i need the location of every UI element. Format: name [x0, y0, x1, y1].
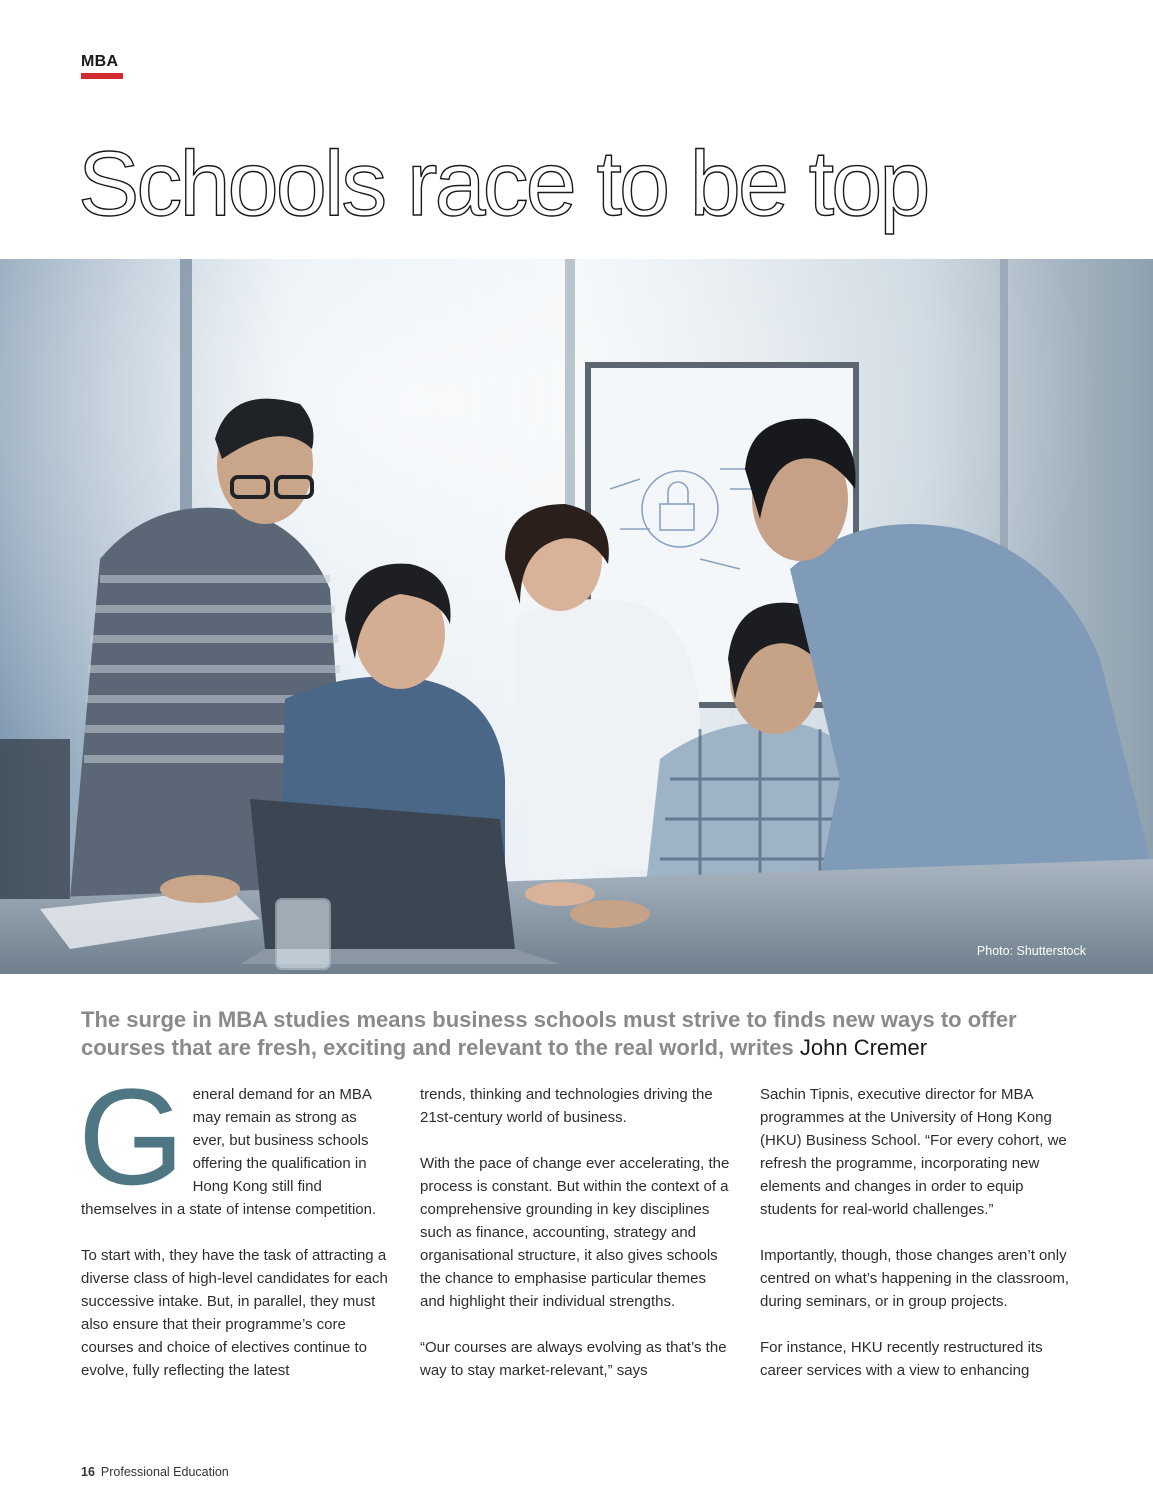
standfirst — [81, 1006, 1081, 1062]
paragraph: Importantly, though, those changes aren’t only centred on what’s happening in the classroom, during seminars, or in group projects. — [760, 1247, 1070, 1310]
page-title: Schools race to be top — [78, 133, 928, 235]
standfirst-text: The surge in MBA studies means business schools must strive to finds new ways to offer courses that are fresh, exciting and relevant to the real world, writes — [81, 1007, 1017, 1060]
article-column-2 — [420, 1083, 730, 1405]
article-column-3 — [760, 1083, 1070, 1405]
paragraph: With the pace of change ever accelerating, the process is constant. But within the context of a comprehensive grounding in key disciplines such as finance, accounting, strategy and organisational structure, it also gives schools the chance to emphasise particular themes and highlight their individual strengths. — [420, 1155, 730, 1310]
drop-cap: G — [78, 1061, 185, 1214]
office-meeting-photo-icon — [0, 259, 1153, 974]
paragraph: trends, thinking and technologies driving the 21st-century world of business. — [420, 1086, 713, 1126]
paragraph: “Our courses are always evolving as that’s the way to stay market-relevant,” says — [420, 1339, 727, 1379]
hero-photo — [0, 259, 1153, 974]
paragraph: To start with, they have the task of attracting a diverse class of high-level candidates for each successive intake. But, in parallel, they must also ensure that their programme’s core courses and choice of electives continue to evolve, fully reflecting the latest — [81, 1247, 388, 1379]
section-tag: MBA — [81, 53, 119, 70]
page-footer — [81, 1465, 229, 1479]
paragraph: For instance, HKU recently restructured its career services with a view to enhancing — [760, 1339, 1043, 1379]
publication-name: Professional Education — [100, 1465, 229, 1479]
photo-credit: Photo: Shutterstock — [976, 944, 1086, 958]
author-name: John Cremer — [799, 1035, 928, 1060]
page-number: 16 — [81, 1465, 95, 1479]
paragraph: Sachin Tipnis, executive director for MBA programmes at the University of Hong Kong (HKU) Business School. “For every cohort, we refresh the programme, incorporating new elements and changes in order to equip students for real-world challenges.” — [760, 1086, 1067, 1218]
paragraph: eneral demand for an MBA may remain as strong as ever, but business schools offering the qualification in Hong Kong still find themselves in a state of intense competition. — [81, 1086, 377, 1218]
article-column-1 — [78, 1061, 391, 1405]
section-accent-bar — [81, 73, 123, 79]
